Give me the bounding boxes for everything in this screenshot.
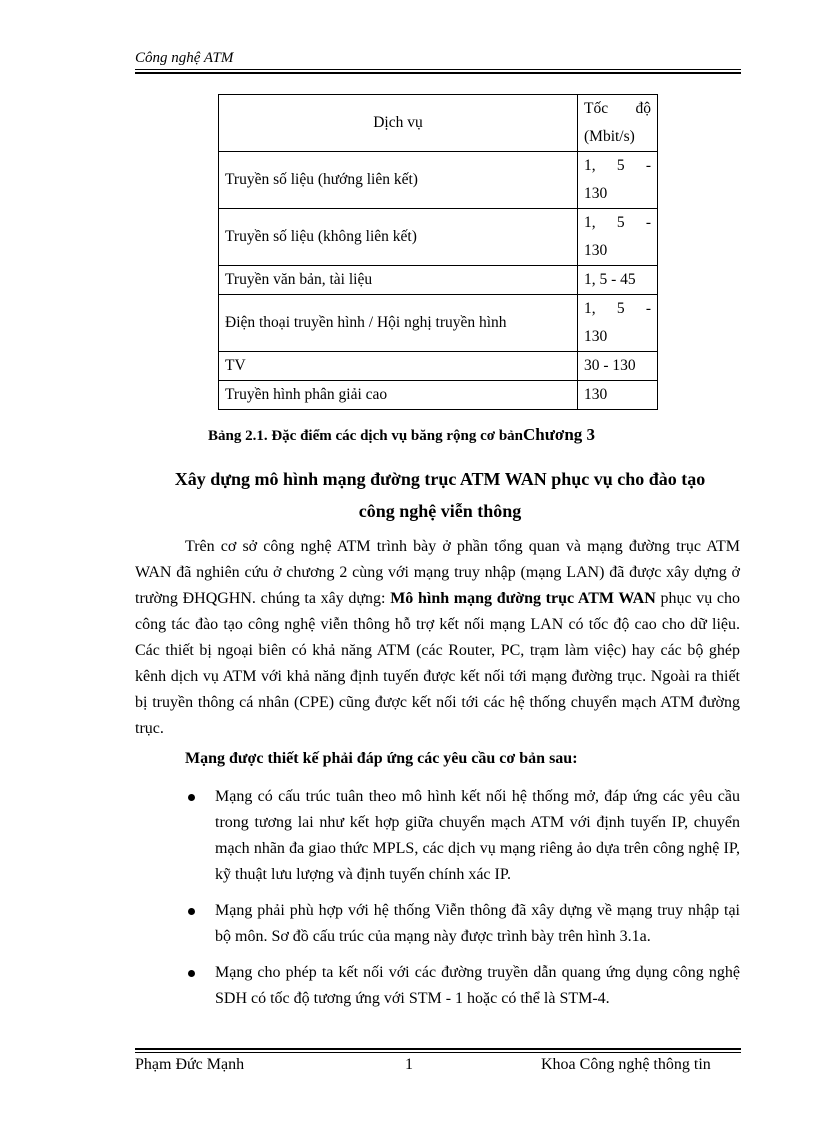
table-header-row bbox=[219, 95, 658, 152]
header-rule-thin bbox=[135, 69, 741, 70]
footer-page-number: 1 bbox=[405, 1056, 413, 1073]
chapter-title-line2: công nghệ viễn thông bbox=[358, 501, 522, 521]
service-cell: Truyền văn bản, tài liệu bbox=[219, 266, 578, 295]
bullet-icon bbox=[188, 908, 195, 915]
list-item bbox=[185, 784, 740, 888]
speed-cell bbox=[578, 152, 658, 209]
intro-bold-text: Mô hình mạng đường trục ATM WAN bbox=[390, 590, 656, 607]
table-caption-text: Bảng 2.1. Đặc điểm các dịch vụ băng rộng cơ bản bbox=[208, 428, 523, 444]
chapter-title-line1: Xây dựng mô hình mạng đường trục ATM WAN phục vụ cho đào tạo bbox=[174, 469, 706, 489]
speed-value: 1, 5 - bbox=[584, 300, 651, 317]
services-table bbox=[218, 94, 658, 410]
column-header-service: Dịch vụ bbox=[219, 95, 578, 152]
table-row bbox=[219, 209, 658, 266]
table-row bbox=[219, 352, 658, 381]
footer-author: Phạm Đức Mạnh bbox=[135, 1056, 245, 1073]
bullet-icon bbox=[188, 970, 195, 977]
intro-paragraph bbox=[135, 534, 740, 742]
list-item-text: Mạng cho phép ta kết nối với các đường truyền dẫn quang ứng dụng công nghệ SDH có tốc độ tương ứng với STM - 1 hoặc có thể là STM-4. bbox=[215, 964, 740, 1007]
speed-cell bbox=[578, 209, 658, 266]
footer-department: Khoa Công nghệ thông tin bbox=[541, 1056, 711, 1073]
chapter-title bbox=[140, 463, 740, 527]
table-row bbox=[219, 295, 658, 352]
speed-value: 1, 5 - bbox=[584, 214, 651, 231]
speed-value-cont: 130 bbox=[584, 242, 608, 259]
header-rule-thick bbox=[135, 72, 741, 74]
speed-value: 1, 5 - 45 bbox=[578, 266, 658, 295]
chapter-label: Chương 3 bbox=[523, 425, 596, 444]
table-caption bbox=[208, 425, 595, 445]
service-cell: Truyền số liệu (không liên kết) bbox=[219, 209, 578, 266]
table-row bbox=[219, 266, 658, 295]
intro-text-2: phục vụ cho công tác đào tạo công nghệ viễn thông hỗ trợ kết nối mạng LAN có tốc độ cao cho dữ liệu. Các thiết bị ngoại biên có khả năng ATM (các Router, PC, trạm làm việc) hay các bộ ghép kênh dịch vụ ATM với khả năng định tuyến được kết nối tới mạng đường trục. Ngoài ra thiết bị truyền thông cá nhân (CPE) cũng được kết nối tới các hệ thống chuyển mạch ATM đường trục. bbox=[135, 590, 741, 737]
footer-rule-thick bbox=[135, 1048, 741, 1050]
list-item-text: Mạng phải phù hợp với hệ thống Viễn thông đã xây dựng về mạng truy nhập tại bộ môn. Sơ đồ cấu trúc của mạng này được trình bày trên hình 3.1a. bbox=[215, 902, 740, 945]
intro-text-1: Trên cơ sở công nghệ ATM trình bày ở phần tổng quan và mạng đường trục ATM WAN đã nghiên cứu ở chương 2 cùng với mạng truy nhập (mạng LAN) đã được xây dựng ở trường ĐHQGHN. chúng ta xây dựng: bbox=[135, 538, 740, 607]
speed-value-cont: 130 bbox=[584, 328, 608, 345]
bullet-icon bbox=[188, 794, 195, 801]
column-header-speed bbox=[578, 95, 658, 152]
requirements-list bbox=[185, 784, 740, 1022]
list-item bbox=[185, 898, 740, 950]
requirements-heading: Mạng được thiết kế phải đáp ứng các yêu cầu cơ bản sau: bbox=[185, 750, 578, 767]
page-header-title: Công nghệ ATM bbox=[135, 50, 234, 66]
speed-value: 30 - 130 bbox=[578, 352, 658, 381]
service-cell: Truyền số liệu (hướng liên kết) bbox=[219, 152, 578, 209]
column-header-speed-line2: (Mbit/s) bbox=[584, 128, 635, 145]
column-header-speed-line1: Tốc độ bbox=[584, 100, 651, 117]
list-item bbox=[185, 960, 740, 1012]
speed-cell bbox=[578, 295, 658, 352]
footer-rule-thin bbox=[135, 1052, 741, 1053]
speed-value-cont: 130 bbox=[584, 185, 608, 202]
speed-value: 130 bbox=[578, 381, 658, 410]
service-cell: Truyền hình phân giải cao bbox=[219, 381, 578, 410]
list-item-text: Mạng có cấu trúc tuân theo mô hình kết nối hệ thống mở, đáp ứng các yêu cầu trong tương lai như kết hợp giữa chuyển mạch ATM với định tuyến IP, chuyển mạch nhãn đa giao thức MPLS, các dịch vụ mạng riêng ảo dựa trên công nghệ IP, kỹ thuật lưu lượng và định tuyến chính xác IP. bbox=[215, 788, 740, 883]
service-cell: Điện thoại truyền hình / Hội nghị truyền hình bbox=[219, 295, 578, 352]
table-row bbox=[219, 152, 658, 209]
service-cell: TV bbox=[219, 352, 578, 381]
table-row bbox=[219, 381, 658, 410]
speed-value: 1, 5 - bbox=[584, 157, 651, 174]
